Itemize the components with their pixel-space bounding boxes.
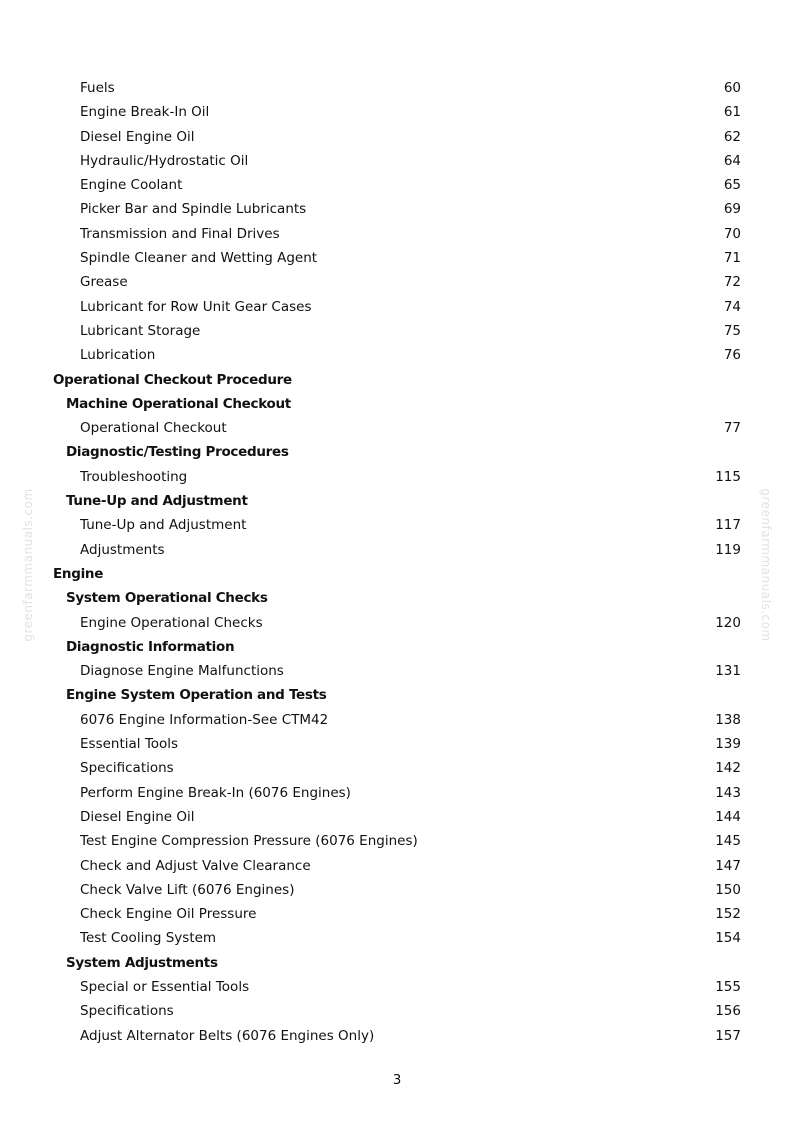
toc-entry-label: 6076 Engine Information-See CTM42: [80, 711, 329, 728]
toc-entry-label: Tune-Up and Adjustment: [66, 493, 248, 510]
toc-entry-label: Test Cooling System: [80, 930, 217, 947]
toc-entry-label: Check Valve Lift (6076 Engines): [80, 881, 295, 898]
toc-section-heading: [0, 489, 794, 513]
toc-entry[interactable]: [0, 975, 794, 999]
toc-entry-label: Lubrication: [80, 347, 156, 364]
toc-entry[interactable]: [0, 197, 794, 221]
toc-entry[interactable]: [0, 173, 794, 197]
toc-entry-label: Picker Bar and Spindle Lubricants: [80, 201, 307, 218]
toc-entry[interactable]: [0, 343, 794, 367]
toc-entry-page: 119: [715, 541, 741, 558]
toc-entry-label: Lubricant Storage: [80, 322, 201, 339]
toc-entry[interactable]: [0, 708, 794, 732]
toc-entry-page: 150: [715, 881, 741, 898]
toc-entry-label: Engine System Operation and Tests: [66, 687, 327, 704]
toc-entry[interactable]: [0, 611, 794, 635]
toc-entry[interactable]: [0, 756, 794, 780]
toc-entry-label: Tune-Up and Adjustment: [80, 517, 247, 534]
toc-entry-label: Essential Tools: [80, 736, 179, 753]
toc-entry-label: Grease: [80, 274, 128, 291]
toc-entry-page: 154: [715, 930, 741, 947]
toc-section-heading: [0, 951, 794, 975]
toc-entry[interactable]: [0, 805, 794, 829]
toc-entry-label: Operational Checkout Procedure: [53, 371, 292, 388]
toc-entry[interactable]: [0, 246, 794, 270]
toc-entry-page: 155: [715, 978, 741, 995]
table-of-contents: [0, 76, 794, 1048]
toc-entry-label: Hydraulic/Hydrostatic Oil: [80, 152, 249, 169]
toc-entry[interactable]: [0, 878, 794, 902]
toc-entry-page: 144: [715, 808, 741, 825]
toc-entry[interactable]: [0, 999, 794, 1023]
toc-entry[interactable]: [0, 902, 794, 926]
toc-entry-label: Lubricant for Row Unit Gear Cases: [80, 298, 312, 315]
toc-entry-label: Engine Operational Checks: [80, 614, 263, 631]
toc-entry-page: 143: [715, 784, 741, 801]
toc-entry-page: 71: [723, 250, 741, 267]
toc-entry-page: 142: [715, 760, 741, 777]
toc-entry-label: Troubleshooting: [80, 468, 188, 485]
toc-entry[interactable]: [0, 319, 794, 343]
toc-entry-page: 145: [715, 833, 741, 850]
toc-entry-page: 138: [715, 711, 741, 728]
toc-entry[interactable]: [0, 659, 794, 683]
toc-entry-label: Check Engine Oil Pressure: [80, 906, 257, 923]
toc-entry-page: 152: [715, 906, 741, 923]
toc-entry[interactable]: [0, 295, 794, 319]
toc-entry-page: 76: [723, 347, 741, 364]
toc-entry[interactable]: [0, 465, 794, 489]
toc-entry-label: Adjustments: [80, 541, 165, 558]
toc-entry-label: Check and Adjust Valve Clearance: [80, 857, 311, 874]
toc-entry[interactable]: [0, 854, 794, 878]
page-number: 3: [392, 1072, 402, 1088]
toc-entry-page: 139: [715, 736, 741, 753]
toc-entry-label: Fuels: [80, 80, 115, 96]
toc-entry[interactable]: [0, 829, 794, 853]
toc-section-heading: [0, 683, 794, 707]
toc-entry-label: Engine Break-In Oil: [80, 104, 210, 121]
toc-entry-label: System Adjustments: [66, 954, 218, 971]
toc-entry-label: Diagnostic/Testing Procedures: [66, 444, 289, 461]
toc-entry-label: Test Engine Compression Pressure (6076 Engines): [80, 833, 418, 850]
toc-entry-page: 64: [723, 152, 741, 169]
toc-entry-label: Perform Engine Break-In (6076 Engines): [80, 784, 351, 801]
toc-entry-label: Machine Operational Checkout: [66, 395, 291, 412]
toc-entry-page: 77: [723, 420, 741, 437]
toc-entry[interactable]: [0, 781, 794, 805]
watermark-left: greenfarmmanuals.com: [21, 488, 35, 642]
toc-entry[interactable]: [0, 732, 794, 756]
toc-entry-label: Special or Essential Tools: [80, 978, 250, 995]
toc-entry-page: 61: [723, 104, 741, 121]
toc-entry-page: 120: [715, 614, 741, 631]
toc-section-heading: [0, 392, 794, 416]
watermark-right: greenfarmmanuals.com: [759, 488, 773, 642]
toc-entry-label: Spindle Cleaner and Wetting Agent: [80, 250, 318, 267]
toc-entry-page: 156: [715, 1003, 741, 1020]
toc-entry-label: Engine: [53, 565, 104, 582]
toc-entry[interactable]: [0, 416, 794, 440]
toc-section-heading: [0, 635, 794, 659]
toc-section-heading: [0, 586, 794, 610]
toc-section-heading: [0, 562, 794, 586]
toc-entry[interactable]: [0, 76, 794, 100]
toc-entry-page: 75: [723, 322, 741, 339]
toc-entry-page: 147: [715, 857, 741, 874]
toc-entry-label: Diagnose Engine Malfunctions: [80, 663, 284, 680]
toc-entry-label: Diagnostic Information: [66, 638, 235, 655]
toc-entry-page: 69: [723, 201, 741, 218]
toc-entry-label: Transmission and Final Drives: [80, 225, 280, 242]
toc-entry-page: 60: [723, 80, 741, 96]
toc-entry-page: 117: [715, 517, 741, 534]
toc-entry-label: Diesel Engine Oil: [80, 808, 195, 825]
toc-entry-page: 62: [723, 128, 741, 145]
toc-entry-page: 74: [723, 298, 741, 315]
toc-entry[interactable]: [0, 100, 794, 124]
toc-entry-page: 115: [715, 468, 741, 485]
toc-entry-label: Operational Checkout: [80, 420, 227, 437]
toc-entry[interactable]: [0, 222, 794, 246]
toc-entry[interactable]: [0, 1024, 794, 1048]
toc-entry-page: 157: [715, 1027, 741, 1044]
toc-entry-label: Engine Coolant: [80, 177, 183, 194]
toc-entry-label: Specifications: [80, 1003, 174, 1020]
toc-entry[interactable]: [0, 513, 794, 537]
toc-entry[interactable]: [0, 538, 794, 562]
toc-entry-label: Diesel Engine Oil: [80, 128, 195, 145]
toc-entry-label: Adjust Alternator Belts (6076 Engines Only): [80, 1027, 375, 1044]
toc-entry-page: 65: [723, 177, 741, 194]
toc-entry[interactable]: [0, 125, 794, 149]
toc-entry-page: 131: [715, 663, 741, 680]
toc-entry[interactable]: [0, 926, 794, 950]
toc-entry[interactable]: [0, 270, 794, 294]
toc-entry-label: Specifications: [80, 760, 174, 777]
toc-entry-page: 70: [723, 225, 741, 242]
toc-section-heading: [0, 368, 794, 392]
toc-section-heading: [0, 440, 794, 464]
toc-entry-label: System Operational Checks: [66, 590, 268, 607]
toc-entry[interactable]: [0, 149, 794, 173]
toc-entry-page: 72: [723, 274, 741, 291]
